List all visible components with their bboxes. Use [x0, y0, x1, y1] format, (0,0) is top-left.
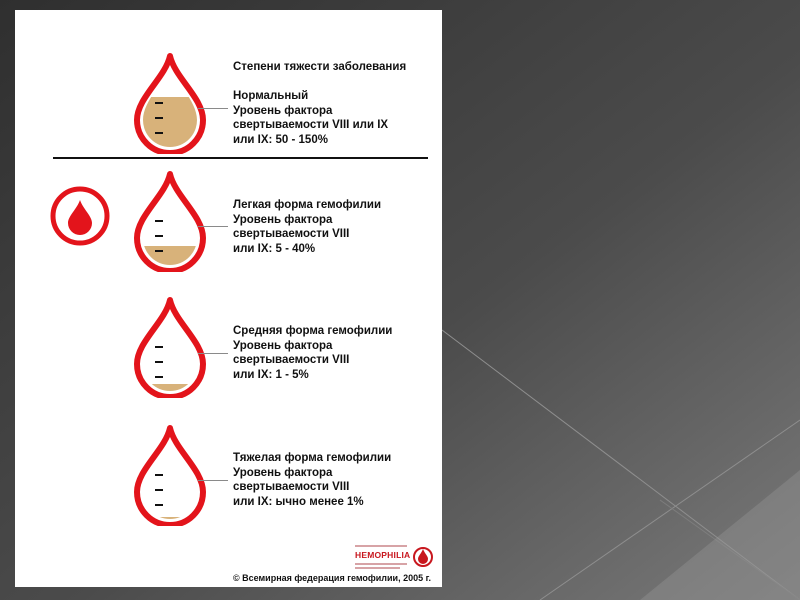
level-line: Уровень фактора: [233, 466, 333, 479]
level-line: или IX: 50 - 150%: [233, 133, 328, 146]
level-name: Легкая форма гемофилии: [233, 199, 382, 211]
divider: [53, 157, 428, 159]
level-line: Уровень фактора: [233, 339, 333, 352]
copyright-footer: © Всемирная федерация гемофилии, 2005 г.: [233, 573, 431, 583]
blood-drop-normal: [133, 52, 207, 154]
level-block-severe: [233, 451, 438, 509]
level-line: свертываемости VIII: [233, 228, 350, 240]
level-block-mild: [233, 198, 438, 256]
level-line: или IX: 5 - 40%: [233, 242, 316, 255]
page-title: Степени тяжести заболевания: [233, 61, 407, 73]
leader-line-severe: [198, 480, 228, 481]
leader-line-normal: [198, 108, 228, 109]
level-line: свертываемости VIII: [233, 354, 350, 366]
level-line: свертываемости VIII или IX: [233, 119, 389, 131]
blood-drop-logo-icon: [49, 185, 111, 247]
level-line: Уровень фактора: [233, 104, 333, 117]
level-line: Уровень фактора: [233, 213, 333, 226]
blood-drop-moderate: [133, 296, 207, 398]
level-name: Тяжелая форма гемофилии: [233, 452, 392, 464]
hemophilia-logo: [355, 542, 435, 574]
level-line: или IX: ычно менее 1%: [233, 495, 364, 508]
slide-card: [15, 10, 442, 587]
logo-bottom-line: [355, 567, 400, 569]
leader-line-moderate: [198, 353, 228, 354]
logo-text: HEMOPHILIA: [355, 550, 411, 560]
level-line: свертываемости VIII: [233, 481, 350, 493]
blood-drop-severe: [133, 424, 207, 526]
federation-emblem-icon: [413, 544, 433, 570]
level-name: Нормальный: [233, 90, 309, 102]
level-block-moderate: [233, 324, 438, 382]
logo-top-line: [355, 545, 407, 547]
level-name: Средняя форма гемофилии: [233, 325, 393, 337]
level-line: или IX: 1 - 5%: [233, 368, 309, 381]
blood-drop-mild: [133, 170, 207, 272]
logo-bottom-line: [355, 563, 407, 565]
leader-line-mild: [198, 226, 228, 227]
level-block-normal: [233, 89, 438, 147]
